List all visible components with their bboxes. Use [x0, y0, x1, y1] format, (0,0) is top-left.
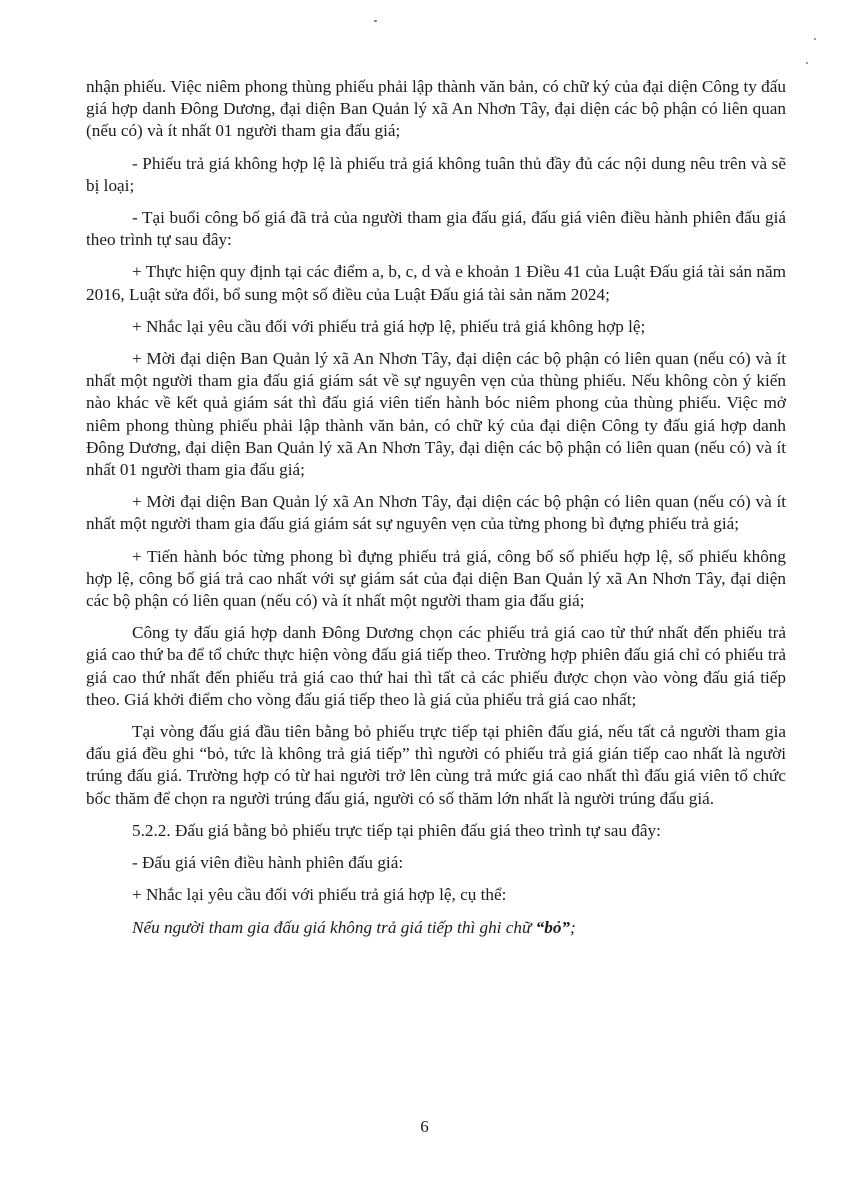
document-page: [86, 76, 786, 949]
paragraph-4: + Thực hiện quy định tại các điểm a, b, c, d và e khoản 1 Điều 41 của Luật Đấu giá tài sản năm 2016, Luật sửa đổi, bổ sung một số điều của Luật Đấu giá tài sản năm 2024;: [86, 262, 786, 304]
scan-speck: [806, 62, 808, 64]
italic-instruction: [86, 917, 786, 939]
paragraph-10: Tại vòng đấu giá đầu tiên bằng bỏ phiếu trực tiếp tại phiên đấu giá, nếu tất cả người tham gia đấu giá đều ghi “bỏ, tức là không trả giá tiếp” thì người có phiếu trả giá gián tiếp cao nhất là người trúng đấu giá. Trường hợp có từ hai người trở lên cùng trả mức giá cao nhất thì đấu giá viên tổ chức bốc thăm để chọn ra người trúng đấu giá, người có số thăm lớn nhất là người trúng đấu giá.: [86, 722, 786, 808]
italic-instruction-emphasis: “bỏ”: [535, 917, 571, 937]
paragraph-7: + Mời đại diện Ban Quản lý xã An Nhơn Tây, đại diện các bộ phận có liên quan (nếu có) và ít nhất một người tham gia đấu giá giám sát sự nguyên vẹn của từng phong bì đựng phiếu trả giá;: [86, 492, 786, 534]
paragraph-1: nhận phiếu. Việc niêm phong thùng phiếu phải lập thành văn bản, có chữ ký của đại diện Công ty đấu giá hợp danh Đông Dương, đại diện Ban Quản lý xã An Nhơn Tây, đại diện các bộ phận có liên quan (nếu có) và ít nhất 01 người tham gia đấu giá;: [86, 77, 786, 141]
paragraph-11: 5.2.2. Đấu giá bằng bỏ phiếu trực tiếp tại phiên đấu giá theo trình tự sau đây:: [132, 820, 661, 840]
scan-speck: [374, 20, 377, 22]
paragraph-13: + Nhắc lại yêu cầu đối với phiếu trả giá hợp lệ, cụ thể:: [132, 885, 507, 905]
italic-instruction-text: Nếu người tham gia đấu giá không trả giá tiếp thì ghi chữ: [132, 917, 536, 937]
scan-speck: [814, 38, 816, 40]
page-number: 6: [420, 1117, 429, 1136]
paragraph-8: + Tiến hành bóc từng phong bì đựng phiếu trả giá, công bố số phiếu hợp lệ, số phiếu không hợp lệ, công bố giá trả cao nhất với sự giám sát của đại diện Ban Quản lý xã An Nhơn Tây, đại diện các bộ phận có liên quan (nếu có) và ít nhất một người tham gia đấu giá;: [86, 546, 786, 611]
italic-instruction-tail: ;: [570, 917, 576, 937]
paragraph-2: - Phiếu trả giá không hợp lệ là phiếu trả giá không tuân thủ đầy đủ các nội dung nêu trên và sẽ bị loại;: [86, 153, 786, 195]
paragraph-3: - Tại buổi công bố giá đã trả của người tham gia đấu giá, đấu giá viên điều hành phiên đấu giá theo trình tự sau đây:: [86, 208, 786, 250]
paragraph-12: - Đấu giá viên điều hành phiên đấu giá:: [132, 853, 404, 873]
paragraph-9: Công ty đấu giá hợp danh Đông Dương chọn các phiếu trả giá cao từ thứ nhất đến phiếu trả giá cao thứ ba để tổ chức thực hiện vòng đấu giá tiếp theo. Trường hợp phiên đấu giá chỉ có phiếu trả giá cao thứ nhất đến phiếu trả giá cao thứ hai thì tất cả các phiếu được chọn vào vòng đấu giá tiếp theo. Giá khởi điểm cho vòng đấu giá tiếp theo là giá của phiếu trả giá cao nhất;: [86, 623, 786, 709]
paragraph-6: + Mời đại diện Ban Quản lý xã An Nhơn Tây, đại diện các bộ phận có liên quan (nếu có) và ít nhất một người tham gia đấu giá giám sát về sự nguyên vẹn của thùng phiếu. Nếu không còn ý kiến nào khác về kết quả giám sát thì đấu giá viên tiến hành bóc niêm phong của thùng phiếu. Việc mở niêm phong thùng phiếu phải lập thành văn bản, có chữ ký của đại diện Công ty đấu giá hợp danh Đông Dương, đại diện Ban Quản lý xã An Nhơn Tây, đại diện các bộ phận có liên quan (nếu có) và ít nhất 01 người tham gia đấu giá;: [86, 349, 786, 480]
paragraph-5: + Nhắc lại yêu cầu đối với phiếu trả giá hợp lệ, phiếu trả giá không hợp lệ;: [132, 316, 646, 336]
